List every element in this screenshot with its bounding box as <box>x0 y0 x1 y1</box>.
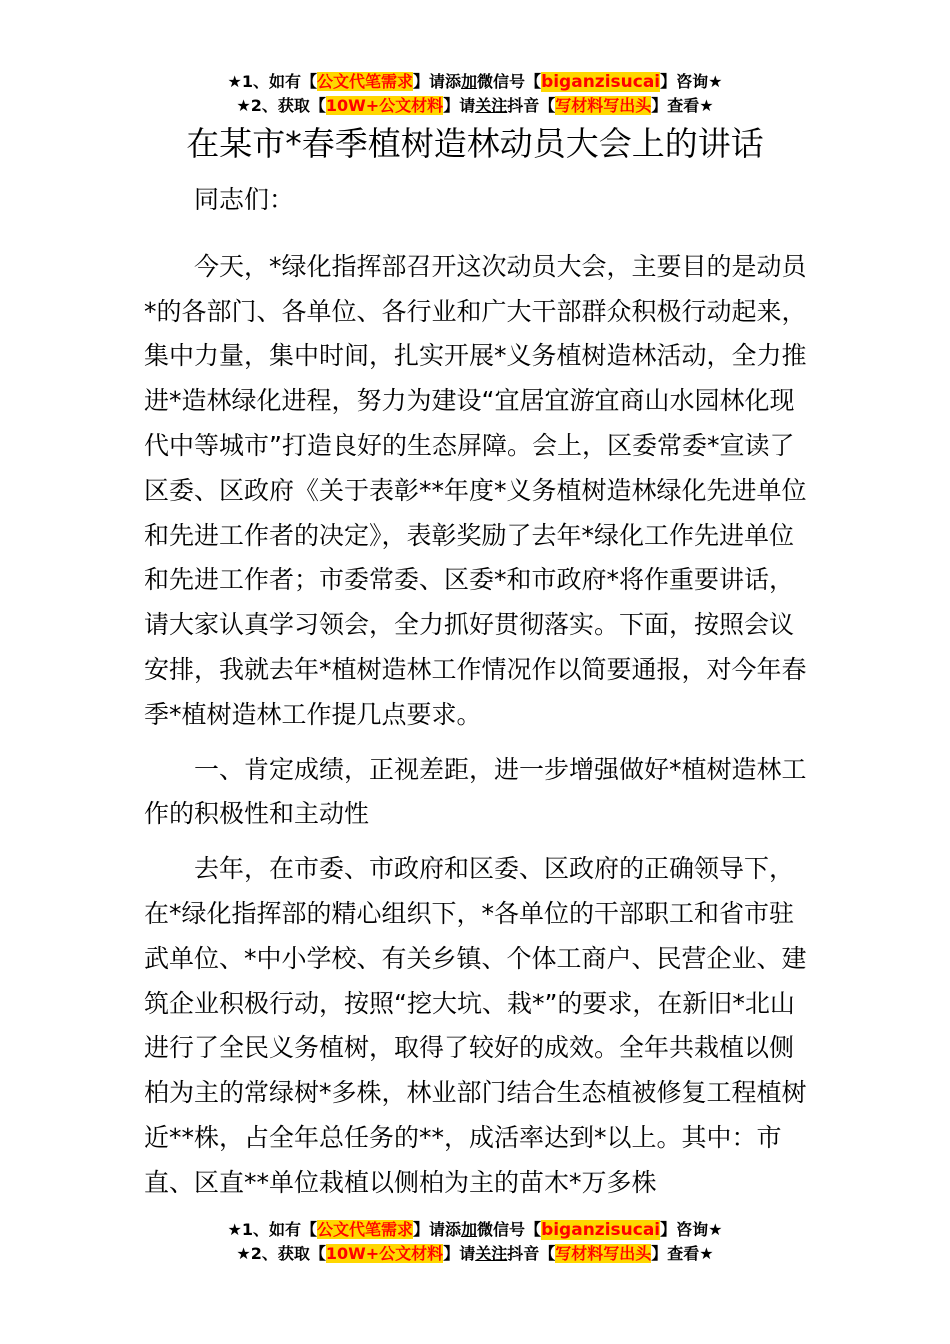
promo-text: 】查看★ <box>651 1244 714 1263</box>
promo-douyin-id: 写材料写出头 <box>555 96 652 115</box>
promo-text: ★1、如有【 <box>227 1220 317 1239</box>
promo-line-1 <box>0 70 950 94</box>
promo-text: ★2、获取【 <box>236 96 326 115</box>
promo-douyin-id: 写材料写出头 <box>555 1244 652 1263</box>
promo-text: 】查看★ <box>651 96 714 115</box>
promo-line-2 <box>0 94 950 118</box>
promo-text: 抖音【 <box>507 1244 556 1263</box>
promo-wechat-id: biganzisucai <box>541 72 661 92</box>
top-promo-banner <box>0 70 950 118</box>
promo-text: 】咨询★ <box>660 72 723 91</box>
section-heading-1: 一、肯定成绩，正视差距，进一步增强做好*植树造林工作的积极性和主动性 <box>144 754 807 829</box>
promo-text: 】咨询★ <box>660 1220 723 1239</box>
paragraph-achievements: 去年，在市委、市政府和区委、区政府的正确领导下，在*绿化指挥部的精心组织下，*各单位的干部职工和省市驻武单位、*中小学校、有关乡镇、个体工商户、民营企业、建筑企业积极行动，按照“挖大坑、栽*”的要求，在新旧*北山进行了全民义务植树，取得了较好的成效。全年共栽植以侧柏为主的常绿树*多株，林业部门结合生态植被修复工程植树近**株，占全年总任务的**，成活率达到*以上。其中：市直、区直**单位栽植以侧柏为主的苗木*万多株 <box>144 854 807 1197</box>
promo-text: 微信号【 <box>477 72 542 91</box>
promo-highlight: 公文代笔需求 <box>317 1220 414 1239</box>
document-title: 在某市*春季植树造林动员大会上的讲话 <box>186 124 764 163</box>
promo-line-2 <box>0 1242 950 1266</box>
promo-text: 】请 <box>443 96 476 115</box>
promo-underlined-text: 加 <box>461 72 478 91</box>
promo-text: 微信号【 <box>477 1220 542 1239</box>
promo-text: ★2、获取【 <box>236 1244 326 1263</box>
promo-line-1 <box>0 1218 950 1242</box>
salutation: 同志们： <box>194 185 295 214</box>
promo-highlight: 10W+公文材料 <box>325 1244 444 1263</box>
promo-text: 抖音【 <box>507 96 556 115</box>
promo-underlined-text: 关注 <box>475 96 508 115</box>
promo-highlight: 10W+公文材料 <box>325 96 444 115</box>
promo-text: 】请添 <box>413 72 462 91</box>
promo-text: ★1、如有【 <box>227 72 317 91</box>
promo-text: 】请添 <box>413 1220 462 1239</box>
promo-underlined-text: 关注 <box>475 1244 508 1263</box>
promo-highlight: 公文代笔需求 <box>317 72 414 91</box>
promo-text: 】请 <box>443 1244 476 1263</box>
paragraph-intro: 今天，*绿化指挥部召开这次动员大会，主要目的是动员*的各部门、各单位、各行业和广大干部群众积极行动起来，集中力量，集中时间，扎实开展*义务植树造林活动，全力推进*造林绿化进程，努力为建设“宜居宜游宜商山水园林化现代中等城市”打造良好的生态屏障。会上，区委常委*宣读了区委、区政府《关于表彰**年度*义务植树造林绿化先进单位和先进工作者的决定》，表彰奖励了去年*绿化工作先进单位和先进工作者；市委常委、区委*和市政府*将作重要讲话，请大家认真学习领会，全力抓好贯彻落实。下面，按照会议安排，我就去年*植树造林工作情况作以简要通报，对今年春季*植树造林工作提几点要求。 <box>144 251 807 729</box>
document-body <box>144 178 809 1216</box>
bottom-promo-banner <box>0 1218 950 1266</box>
promo-underlined-text: 加 <box>461 1220 478 1239</box>
promo-wechat-id: biganzisucai <box>541 1220 661 1240</box>
